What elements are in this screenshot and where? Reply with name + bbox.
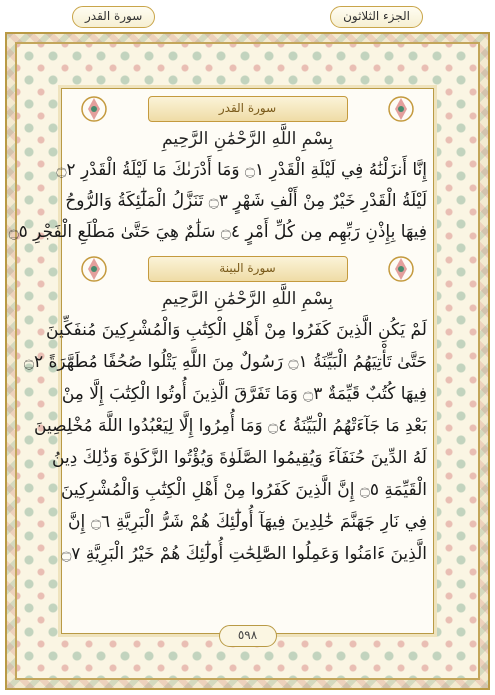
verse-line: إِنَّا أَنزَلْنَٰهُ فِي لَيْلَةِ الْقَدْرِ ۝١ وَمَا أَدْرَىٰكَ مَا لَيْلَةُ الْقَدْرِ ۝٢	[56, 160, 427, 180]
floral-ornament-icon	[74, 253, 114, 285]
surah-banner-qadr	[62, 93, 433, 127]
header-surah-name: سورة القدر	[72, 6, 155, 28]
basmala-qadr: بِسْمِ اللَّهِ الرَّحْمَٰنِ الرَّحِيمِ	[162, 129, 333, 149]
page-number: ٥٩٨	[219, 625, 277, 647]
verse-line: فِي نَارِ جَهَنَّمَ خَٰلِدِينَ فِيهَآ أُولَٰٓئِكَ هُمْ شَرُّ الْبَرِيَّةِ ۝٦ إِنَّ	[68, 512, 427, 532]
page-border-outer	[5, 32, 490, 690]
verse-line: فِيهَا بِإِذْنِ رَبِّهِم مِن كُلِّ أَمْرٍ ۝٤ سَلَٰمٌ هِيَ حَتَّىٰ مَطْلَعِ الْفَجْرِ ۝٥	[8, 222, 427, 242]
surah-banner-bayyina	[62, 253, 433, 287]
floral-ornament-icon	[381, 93, 421, 125]
page-border-ornament	[8, 42, 480, 680]
verse-line: فِيهَا كُتُبٌ قَيِّمَةٌ ۝٣ وَمَا تَفَرَّقَ الَّذِينَ أُوتُوا الْكِتَٰبَ إِلَّا مِنْ	[61, 384, 427, 404]
surah-title-bayyina: سورة البينة	[148, 256, 348, 282]
text-panel	[8, 88, 434, 642]
verse-line: لَهُ الدِّينَ حُنَفَآءَ وَيُقِيمُوا الصَّلَوٰةَ وَيُؤْتُوا الزَّكَوٰةَ وَذَٰلِكَ دِينُ	[52, 448, 427, 468]
basmala-bayyina: بِسْمِ اللَّهِ الرَّحْمَٰنِ الرَّحِيمِ	[162, 289, 333, 309]
surah-title-qadr: سورة القدر	[148, 96, 348, 122]
floral-ornament-icon	[74, 93, 114, 125]
verse-line: بَعْدِ مَا جَآءَتْهُمُ الْبَيِّنَةُ ۝٤ وَمَا أُمِرُوا إِلَّا لِيَعْبُدُوا اللَّهَ مُخْلِصِينَ	[34, 416, 427, 436]
header-juz-name: الجزء الثلاثون	[330, 6, 423, 28]
verse-line: حَتَّىٰ تَأْتِيَهُمُ الْبَيِّنَةُ ۝١ رَسُولٌ مِنَ اللَّهِ يَتْلُوا صُحُفًا مُطَهَّرَةً ۝٢	[23, 352, 427, 372]
floral-ornament-icon	[381, 253, 421, 285]
verse-line: لَيْلَةُ الْقَدْرِ خَيْرٌ مِنْ أَلْفِ شَهْرٍ ۝٣ تَنَزَّلُ الْمَلَٰٓئِكَةُ وَالرُّوحُ	[65, 191, 427, 211]
verse-line: لَمْ يَكُنِ الَّذِينَ كَفَرُوا مِنْ أَهْلِ الْكِتَٰبِ وَالْمُشْرِكِينَ مُنفَكِّينَ	[46, 320, 427, 340]
verse-line: الَّذِينَ ءَامَنُوا وَعَمِلُوا الصَّٰلِحَٰتِ أُولَٰٓئِكَ هُمْ خَيْرُ الْبَرِيَّةِ ۝٧	[61, 544, 427, 564]
verse-line: الْقَيِّمَةِ ۝٥ إِنَّ الَّذِينَ كَفَرُوا مِنْ أَهْلِ الْكِتَٰبِ وَالْمُشْرِكِينَ	[61, 480, 427, 500]
